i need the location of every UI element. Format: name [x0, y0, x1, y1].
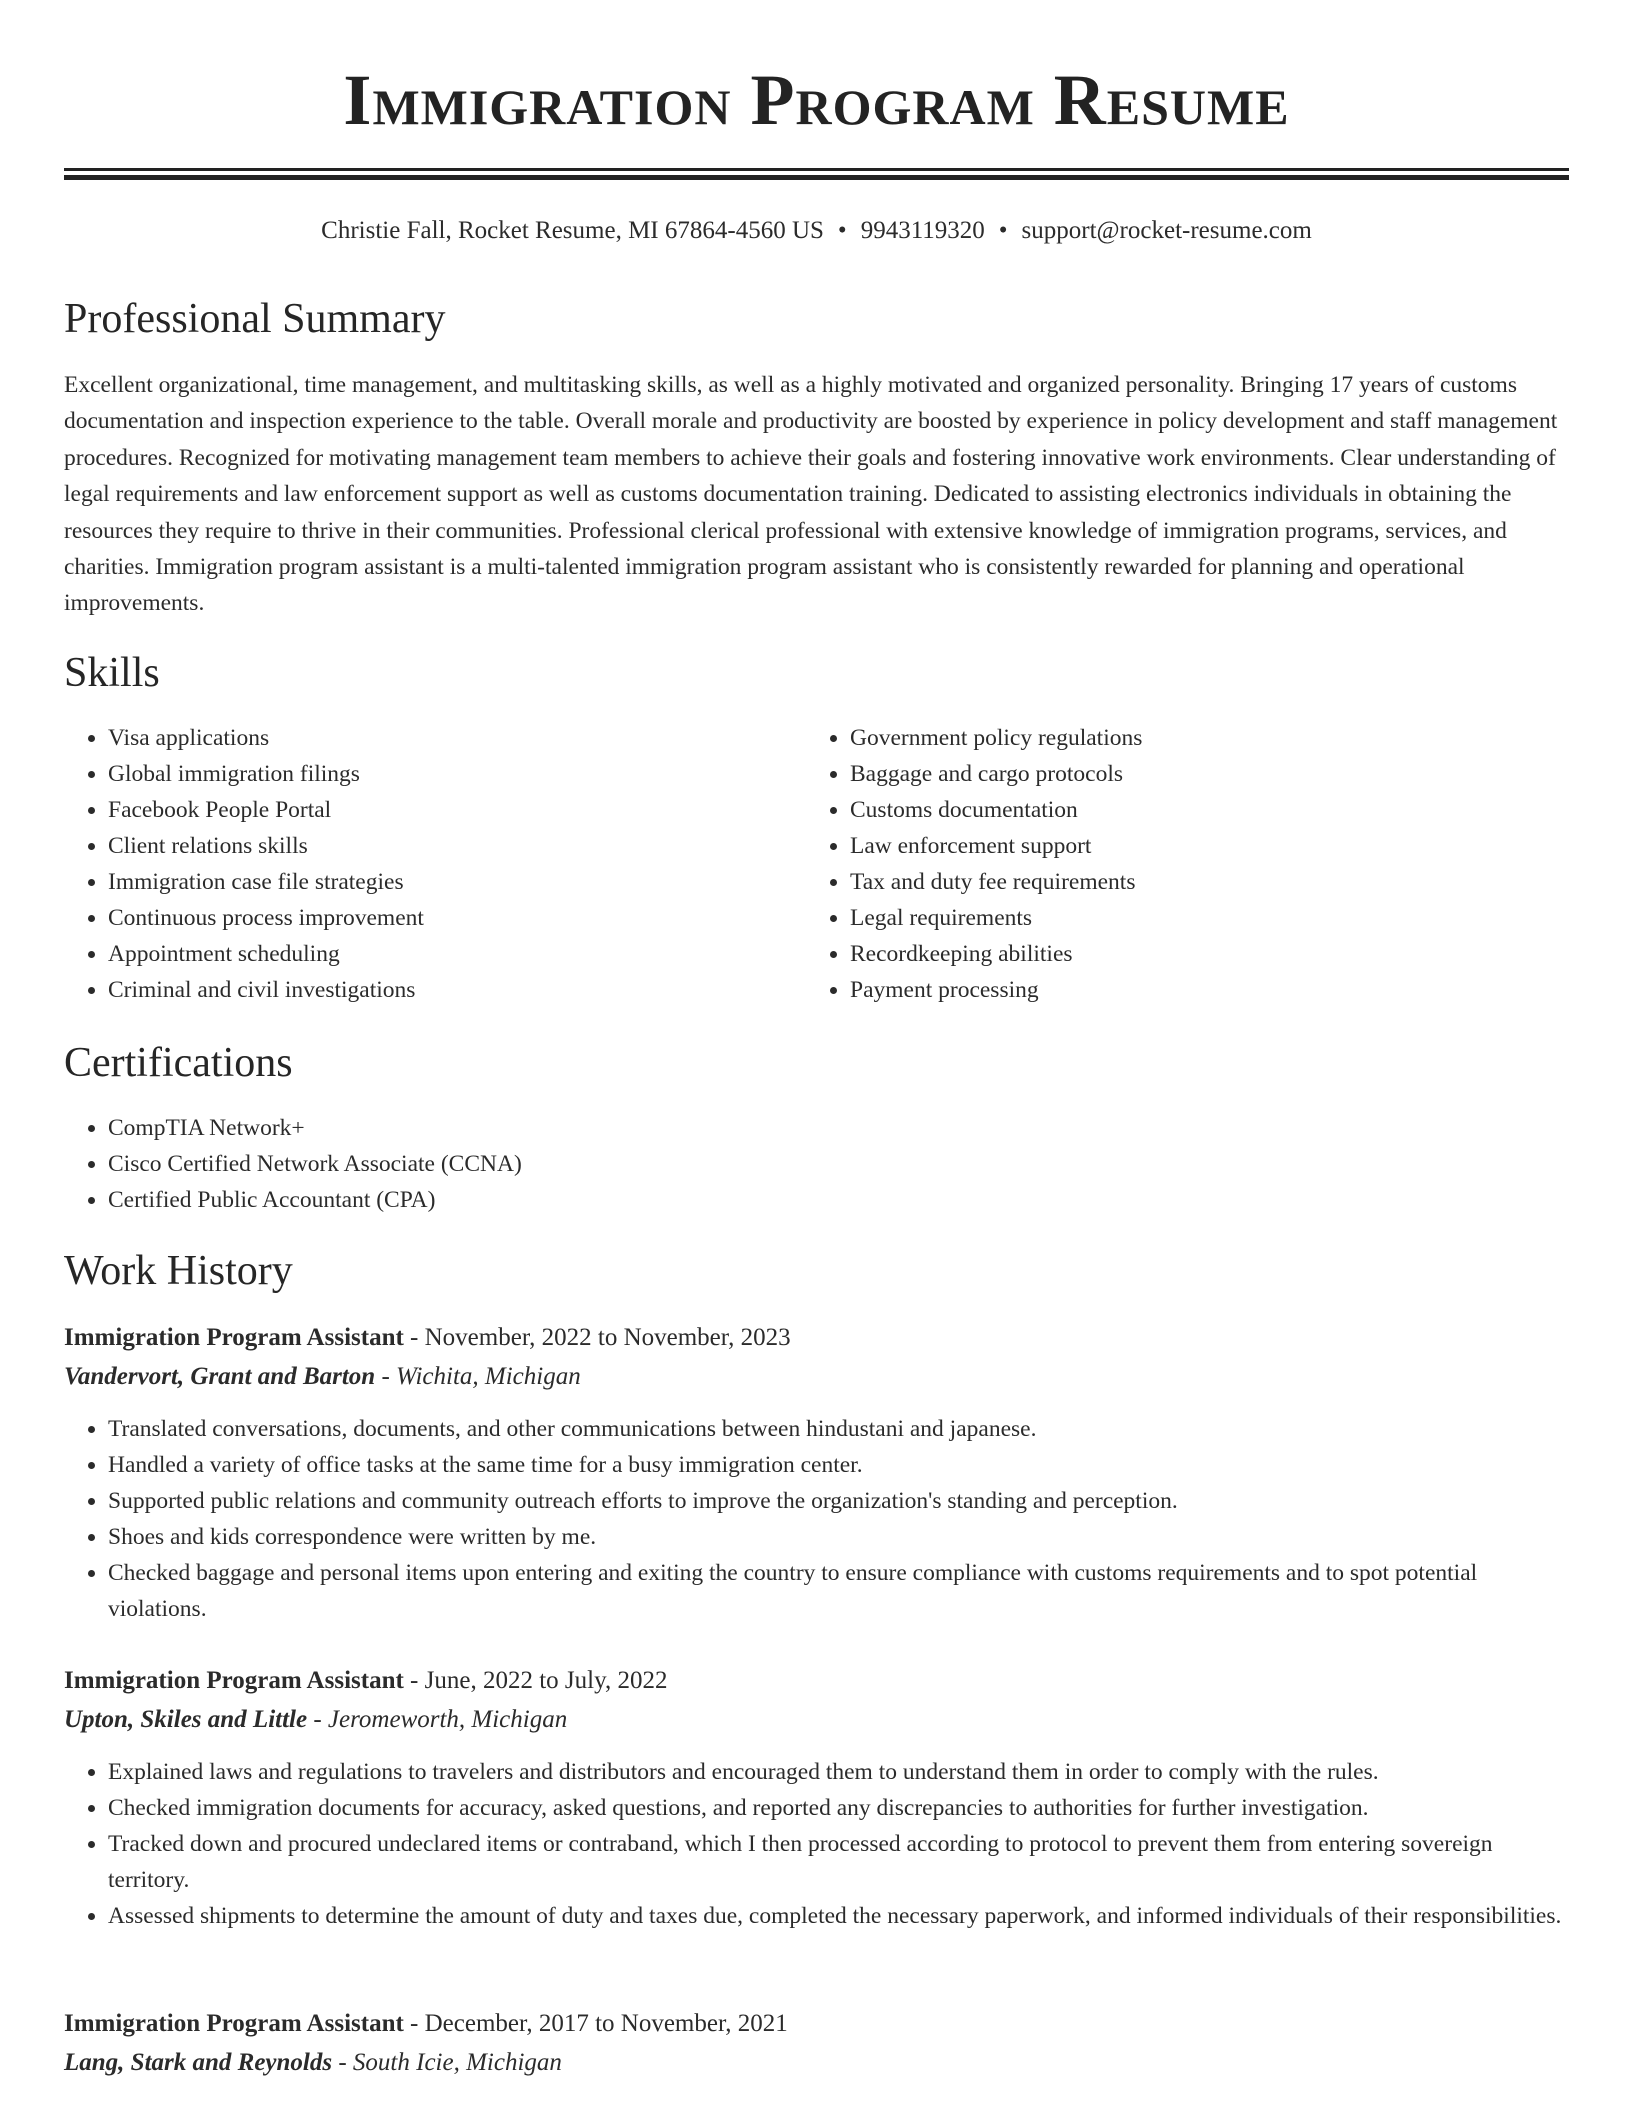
document-title: Immigration Program Resume: [343, 60, 1290, 140]
job-bullets: [64, 1754, 1569, 1934]
skill-item: • Client relations skills: [108, 828, 808, 864]
skills-list-right: [806, 720, 1550, 1008]
work-history-heading: Work History: [64, 1248, 293, 1294]
job-title: Immigration Program Assistant: [64, 1324, 404, 1351]
job-dates: - June, 2022 to July, 2022: [403, 1667, 668, 1694]
certification-item: • Certified Public Accountant (CPA): [108, 1182, 1508, 1218]
title-divider-top: [64, 168, 1569, 171]
job-bullet: • Checked baggage and personal items upon entering and exiting the country to ensure compliance with customs requirements and to spot potential violations.: [108, 1555, 1569, 1627]
certification-item: • CompTIA Network+: [108, 1110, 1508, 1146]
job-bullet: • Tracked down and procured undeclared items or contraband, which I then processed according to protocol to prevent them from entering sovereign territory.: [108, 1826, 1569, 1898]
job-title-line: [64, 1665, 667, 1697]
skill-item: • Facebook People Portal: [108, 792, 808, 828]
job-bullet: • Handled a variety of office tasks at the same time for a busy immigration center.: [108, 1447, 1569, 1483]
contact-phone: 9943119320: [860, 217, 985, 244]
job-title-line: [64, 1322, 791, 1354]
summary-text: Excellent organizational, time management, and multitasking skills, as well as a highly motivated and organized personality. Bringing 17 years of customs documentation and inspection experience to the table. Overall morale and productivity are boosted by experience in policy development and staff management procedures. Recognized for motivating management team members to achieve their goals and fostering innovative work environments. Clear understanding of legal requirements and law enforcement support as well as customs documentation training. Dedicated to assisting electronics individuals in obtaining the resources they require to thrive in their communities. Professional clerical professional with extensive knowledge of immigration programs, services, and charities. Immigration program assistant is a multi-talented immigration program assistant who is consistently rewarded for planning and operational improvements.: [64, 372, 1558, 617]
job-bullet: • Translated conversations, documents, and other communications between hindustani and japanese.: [108, 1411, 1569, 1447]
job-title: Immigration Program Assistant: [64, 2010, 404, 2037]
skill-item: • Continuous process improvement: [108, 900, 808, 936]
skill-item: • Recordkeeping abilities: [850, 936, 1550, 972]
certifications-heading: Certifications: [64, 1040, 293, 1086]
title-divider-bottom: [64, 175, 1569, 180]
skills-heading: Skills: [64, 650, 160, 696]
job-title: Immigration Program Assistant: [64, 1667, 404, 1694]
skill-item: • Law enforcement support: [850, 828, 1550, 864]
job-employer-line: [64, 2047, 562, 2079]
job-bullet: • Shoes and kids correspondence were written by me.: [108, 1519, 1569, 1555]
skill-item: • Government policy regulations: [850, 720, 1550, 756]
skill-item: • Customs documentation: [850, 792, 1550, 828]
job-dates: - November, 2022 to November, 2023: [403, 1324, 791, 1351]
employer-name: Upton, Skiles and Little: [64, 1706, 308, 1733]
employer-name: Vandervort, Grant and Barton: [64, 1363, 376, 1390]
certification-item: • Cisco Certified Network Associate (CCNA): [108, 1146, 1508, 1182]
skill-item: • Visa applications: [108, 720, 808, 756]
skill-item: • Legal requirements: [850, 900, 1550, 936]
employer-location: - South Icie, Michigan: [332, 2049, 562, 2076]
employer-location: - Wichita, Michigan: [375, 1363, 581, 1390]
skill-item: • Tax and duty fee requirements: [850, 864, 1550, 900]
job-employer-line: [64, 1704, 567, 1736]
summary-heading: Professional Summary: [64, 296, 446, 342]
contact-address: Christie Fall, Rocket Resume, MI 67864-4560 US: [321, 217, 824, 244]
job-bullet: • Assessed shipments to determine the amount of duty and taxes due, completed the necessary paperwork, and informed individuals of their responsibilities.: [108, 1898, 1569, 1934]
employer-name: Lang, Stark and Reynolds: [64, 2049, 333, 2076]
skill-item: • Baggage and cargo protocols: [850, 756, 1550, 792]
employer-location: - Jeromeworth, Michigan: [307, 1706, 568, 1733]
job-employer-line: [64, 1361, 581, 1393]
skill-item: • Criminal and civil investigations: [108, 972, 808, 1008]
job-bullet: • Checked immigration documents for accuracy, asked questions, and reported any discrepancies to authorities for further investigation.: [108, 1790, 1569, 1826]
skill-item: • Global immigration filings: [108, 756, 808, 792]
contact-separator: •: [998, 217, 1008, 244]
skill-item: • Appointment scheduling: [108, 936, 808, 972]
skill-item: • Immigration case file strategies: [108, 864, 808, 900]
contact-separator: •: [837, 217, 847, 244]
skills-list-left: [64, 720, 808, 1008]
contact-line: [64, 215, 1569, 247]
contact-email[interactable]: support@rocket-resume.com: [1021, 217, 1312, 244]
certifications-list: [64, 1110, 1508, 1218]
skill-item: • Payment processing: [850, 972, 1550, 1008]
job-dates: - December, 2017 to November, 2021: [403, 2010, 788, 2037]
job-title-line: [64, 2008, 788, 2040]
job-bullets: [64, 1411, 1569, 1627]
job-bullet: • Supported public relations and community outreach efforts to improve the organization's standing and perception.: [108, 1483, 1569, 1519]
job-bullet: • Explained laws and regulations to travelers and distributors and encouraged them to understand them in order to comply with the rules.: [108, 1754, 1569, 1790]
